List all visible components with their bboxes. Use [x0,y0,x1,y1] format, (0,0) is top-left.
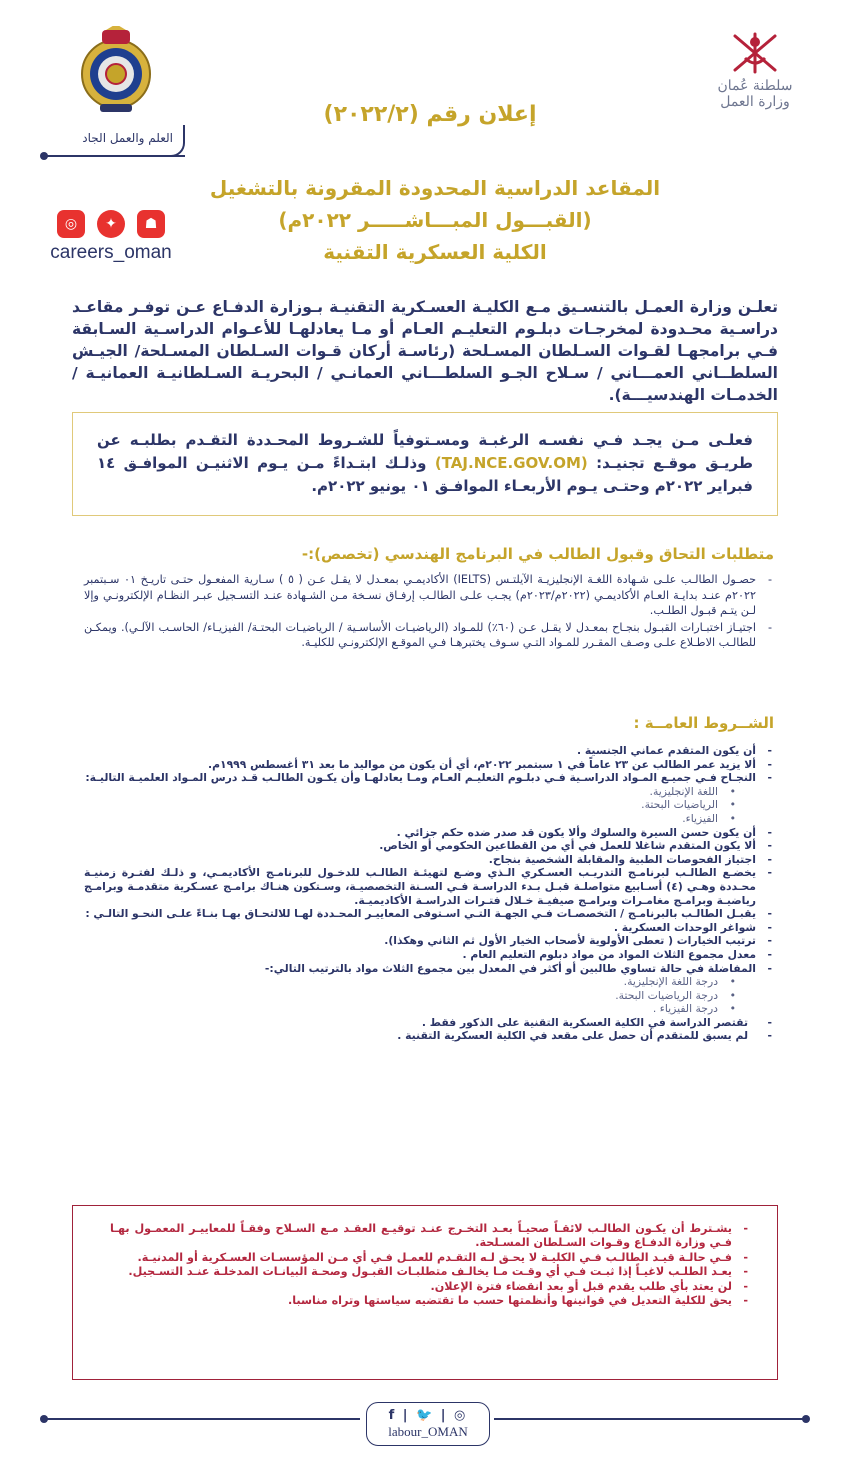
careers-handle: careers_oman [50,242,172,263]
general-conditions-list [84,744,774,1043]
list-item: - يقبـل الطالـب بالبرنامـج / التخصصـات فـي الجهـة التـي اسـتوفى المعاييـر المحـددة لهـا للالتحـاق بهـا بنـاءً علـى النحـو التالـي : [84,907,774,921]
college-motto [40,125,185,157]
general-conditions-title: الشــروط العامــة : [633,714,774,732]
list-item: - فـي حالـة قيـد الطالـب فـي الكليـة لا يحـق لـه التقـدم للعمـل فـي أي مـن المؤسسـات العسـكرية أو المدنيـة. [110,1251,750,1265]
sub-list-item: • اللغة الإنجليزية. [84,785,774,799]
list-item: - أن يكون حسن السيرة والسلوك وألا يكون قد صدر ضده حكم جزائي . [84,826,774,840]
announcement-headings [170,172,700,268]
heading-line: الكلية العسكرية التقنية [323,240,547,264]
sub-list-item: • درجة الفيزياء . [84,1002,774,1016]
list-item: - ترتيب الخيارات ( تعطى الأولوية لأصحاب الخيار الأول ثم الثاني وهكذا). [84,934,774,948]
apply-text-before: فعلـى مـن يجـد فـي نفسـه الرغبـة ومسـتوفياً للشـروط المحـددة التقـدم بطلبـه عن طريـق موقـع تجنيـد: [97,431,753,472]
list-item: - تقتصر الدراسة في الكلية العسكرية التقنية على الذكور فقط . [84,1016,774,1030]
requirements-title: متطلبات التحاق وقبول الطالب في البرنامج الهندسي (تخصص):- [301,545,774,563]
list-item: - أن يكون المتقدم عماني الجنسية . [84,744,774,758]
list-item: - حصـول الطالـب علـى شـهادة اللغـة الإنجليزيـة الآيلتـس (IELTS) الأكاديمـي بمعـدل لا يقـل عـن ( ٥ ) سـارية المفعـول حتـى تاريـخ ٠١ سـبتمبر ٢٠٢٢م عنـد بدايـة العـام الأكاديمـي (٢٠٢٢م/٢٠٢٣م) يجـب علـى الطالـب إرفـاق نسـخة مـن الشـهادة عنـد التسـجيل عبـر النظـام الإلكترونـي وإلا لـن يتـم قبـول الطلـب. [84,572,774,619]
list-item: - لن يعتد بأي طلب يقدم قبل أو بعد انقضاء فترة الإعلان. [110,1280,750,1294]
list-item: - شواغر الوحدات العسكرية . [84,921,774,935]
footer-social [366,1402,490,1446]
military-college-emblem-icon [76,26,156,116]
oman-emblem-icon [725,28,785,78]
instagram-icon: ◎ [57,210,85,238]
sub-list-item: • الفيزياء. [84,812,774,826]
sub-list-item: • درجة اللغة الإنجليزية. [84,975,774,989]
application-box [72,412,778,516]
application-site-link[interactable]: (TAJ.NCE.GOV.OM) [434,454,588,472]
footer-divider [494,1418,806,1420]
list-item: - يعـد الطلـب لاغيـاً إذا ثبـت فـي أي وقـت مـا يخالـف متطلبـات القبـول وصحـة البيانـات المدخلـة عنـد التسـجيل. [110,1265,750,1279]
footer-handle: labour_OMAN [388,1424,468,1439]
sub-list-item: • درجة الرياضيات البحتة. [84,989,774,1003]
twitter-icon: ✦ [97,210,125,238]
footer-divider [44,1418,360,1420]
sub-list-item: • الرياضيات البحتة. [84,798,774,812]
warnings-list [110,1222,750,1308]
list-item: - يشـترط أن يكـون الطالـب لائقـاً صحيـاً بعـد التخـرج عنـد توقيـع العقـد مـع السـلاح وفقـاً للمعاييـر المعمـول بهـا فـي وزارة الدفـاع وقـوات السـلطان المسـلحة. [110,1222,750,1251]
ministry-name: سلطنة عُمان وزارة العمل [717,78,793,110]
intro-paragraph: تعلـن وزارة العمـل بالتنسـيق مـع الكليـة العسـكرية التقنيـة بـوزارة الدفـاع عـن توفـر مقاعـد دراسـية محـدودة لمخرجـات دبلـوم التعليـم العـام أو مـا يعادلهـا للأعـوام الدراسـية السـابقة فـي برامجهـا لقـوات السـلطان المسـلحة (رئاسـة أركان قـوات السـلطان المسـلحة/ الجيـش السلطــاني العمـــاني / سـلاح الجـو السلطـــاني العمانـي / البحريـة السـلطانيـة العمانيـة / الخدمـات الهندسيـــة). [72,298,778,404]
heading-line: (القبـــول المبـــاشـــــر ٢٠٢٢م) [278,208,592,232]
list-item: - يحق للكلية التعديل في قوانينها وأنظمتها حسب ما تقتضيه سياستها وتراه مناسبا. [110,1294,750,1308]
ministry-logo [700,28,810,118]
list-item: - المفاضلة في حالة تساوي طالبين أو أكثر في المعدل بين مجموع الثلاث مواد بالترتيب التالي:- [84,962,774,976]
list-item: - يخضـع الطالـب لبرنامـج التدريـب العسـكري الـذي وضـع لتهيئـة الطالـب للدخـول للبرنامـج الأكاديمـي، و ذلـك لفتـرة زمنيـة محـددة وهـي (٤) أسـابيع متواصلـة قبـل بـدء الدراسـة فـي السـنة التخصصيـة، وسـتكون هنـاك برامـج عسـكرية متقدمـة وبرامـج رياضيـة وبرامـج مغامـرات وبرامـج صيفيـة خـلال فتـرات الدراسـة الأكاديميـة. [84,866,774,907]
requirements-list [84,572,774,652]
apply-text-after: وذلـك ابتـداءً مـن يـوم الاثنيـن الموافـق ١٤ فبراير ٢٠٢٢م وحتـى يـوم الأربعـاء الموافـق ٠١ يونيو ٢٠٢٢م. [97,454,753,495]
announcement-number: إعلان رقم (٢٠٢٢/٢) [323,102,537,127]
list-item: - ألا يكون المتقدم شاغلا للعمل في أي من القطاعين الحكومي أو الخاص. [84,839,774,853]
footer-social-icons[interactable]: f | 🐦 | ◎ [388,1408,468,1423]
snapchat-icon: ☗ [137,210,165,238]
list-item: - معدل مجموع الثلاث المواد من مواد دبلوم التعليم العام . [84,948,774,962]
list-item: - ألا يزيد عمر الطالب عن ٢٣ عاماً في ١ سبتمبر ٢٠٢٢م، أي أن يكون من مواليد ما بعد ٣١ أغسطس ١٩٩٩م. [84,758,774,772]
list-item: - اجتيـاز اختبـارات القبـول بنجـاح بمعـدل لا يقـل عـن (٦٠٪) للمـواد (الرياضيـات الأساسـية / الرياضيـات البحتـة/ الفيزيـاء/ الحاسـب الآلـي). ويمكـن للطالـب الاطـلاع علـى وصـف المقـرر للمـواد التـي سـوف يختبرهـا فـي الموقـع الإلكترونـي للكليـة. [84,620,774,651]
list-item: - اجتياز الفحوصات الطبية والمقابلة الشخصية بنجاح. [84,853,774,867]
list-item: - النجـاح فـي جميـع المـواد الدراسـية فـي دبلـوم التعليـم العـام ومـا يعادلهـا وأن يكـون الطالـب قـد درس المـواد العلميـة التاليـة: [84,771,774,785]
list-item: - لم يسبق للمتقدم أن حصل على مقعد في الكلية العسكرية التقنية . [84,1029,774,1043]
social-block [46,210,176,264]
heading-line: المقاعد الدراسية المحدودة المقرونة بالتشغيل [209,176,661,200]
motto-text: العلم والعمل الجاد [82,131,173,145]
